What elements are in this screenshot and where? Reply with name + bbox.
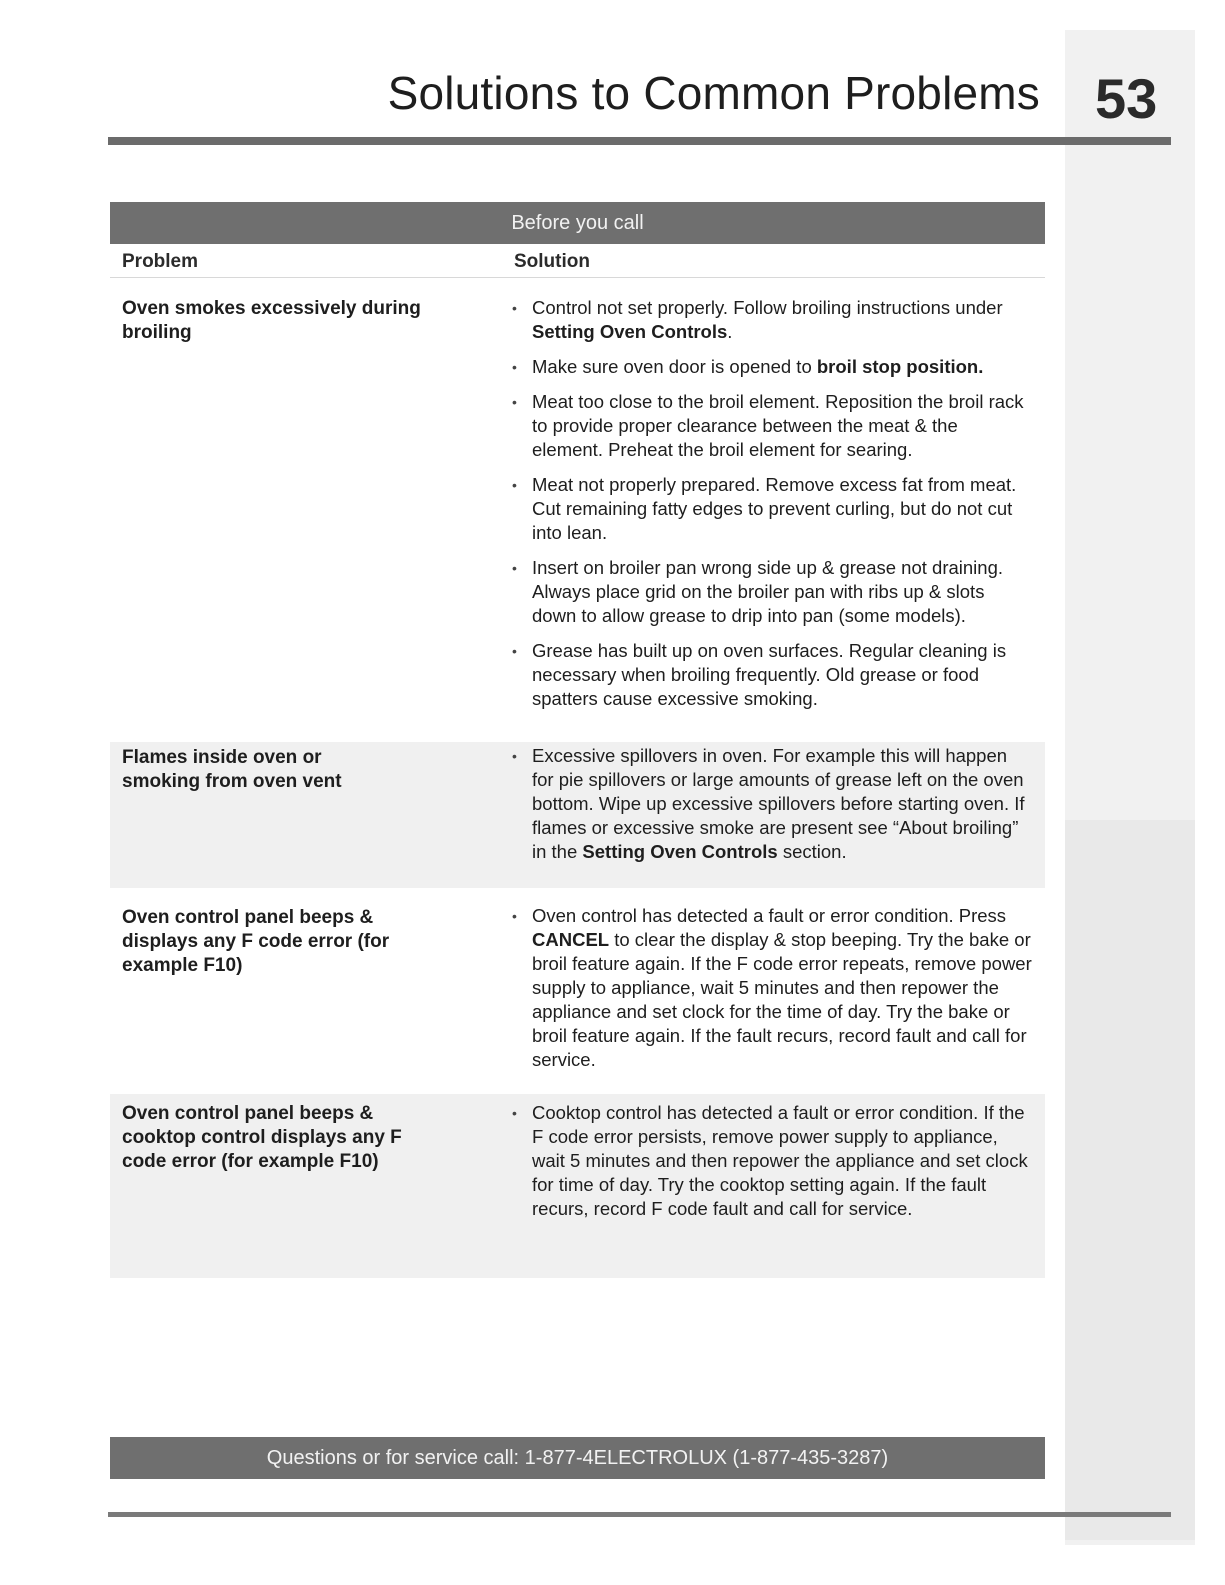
problem-column-header: Problem <box>122 251 199 272</box>
table-row <box>110 742 1045 888</box>
solution-item: • Meat not properly prepared. Remove excess fat from meat. Cut remaining fatty edges to prevent curling, but do not cut into lean. <box>508 473 1033 545</box>
table-row <box>110 282 1045 740</box>
solution-list <box>508 1101 1033 1221</box>
solution-item: • Control not set properly. Follow broiling instructions under Setting Oven Controls. <box>508 296 1033 344</box>
table-caption: Before you call <box>110 202 1045 244</box>
solution-list <box>508 744 1033 864</box>
side-tab-background <box>1065 30 1195 1545</box>
table-row <box>110 1094 1045 1278</box>
solution-list <box>508 296 1033 711</box>
page-title: Solutions to Common Problems <box>387 67 1040 119</box>
bottom-divider <box>108 1512 1171 1517</box>
solution-column-header: Solution <box>514 251 590 272</box>
solution-item: • Make sure oven door is opened to broil stop position. <box>508 355 1033 379</box>
header-divider <box>110 277 1045 278</box>
problem-text: Oven control panel beeps & displays any F code error (for example F10) <box>122 907 390 976</box>
problem-text: Oven control panel beeps & cooktop control displays any F code error (for example F10) <box>122 1103 402 1172</box>
solution-list <box>508 904 1033 1072</box>
solution-item: • Cooktop control has detected a fault or error condition. If the F code error persists, remove power supply to appliance, wait 5 minutes and then repower the appliance and set clock for time of day. Try the cooktop setting again. If the fault recurs, record F code fault and call for service. <box>508 1101 1033 1221</box>
solution-item: • Oven control has detected a fault or error condition. Press CANCEL to clear the display & stop beeping. Try the bake or broil feature again. If the F code error repeats, remove power supply to appliance, wait 5 minutes and then repower the appliance and set clock for the time of day. Try the bake or broil feature again. If the fault recurs, record fault and call for service. <box>508 904 1033 1072</box>
solution-item: • Meat too close to the broil element. Reposition the broil rack to provide proper clearance between the meat & the element. Preheat the broil element for searing. <box>508 390 1033 462</box>
page-number: 53 <box>1095 67 1158 130</box>
solution-item: • Grease has built up on oven surfaces. Regular cleaning is necessary when broiling frequently. Old grease or food spatters cause excessive smoking. <box>508 639 1033 711</box>
problem-text: Flames inside oven or smoking from oven vent <box>122 747 342 792</box>
solution-item: • Insert on broiler pan wrong side up & grease not draining. Always place grid on the broiler pan with ribs up & slots down to allow grease to drip into pan (some models). <box>508 556 1033 628</box>
problem-text: Oven smokes excessively during broiling <box>122 298 421 343</box>
service-call-footer: Questions or for service call: 1-877-4ELECTROLUX (1-877-435-3287) <box>110 1437 1045 1479</box>
solution-item: • Excessive spillovers in oven. For example this will happen for pie spillovers or large amounts of grease left on the oven bottom. Wipe up excessive spillovers before starting oven. If flames or excessive smoke are present see “About broiling” in the Setting Oven Controls section. <box>508 744 1033 864</box>
top-divider <box>108 137 1171 145</box>
table-row <box>110 892 1045 1088</box>
